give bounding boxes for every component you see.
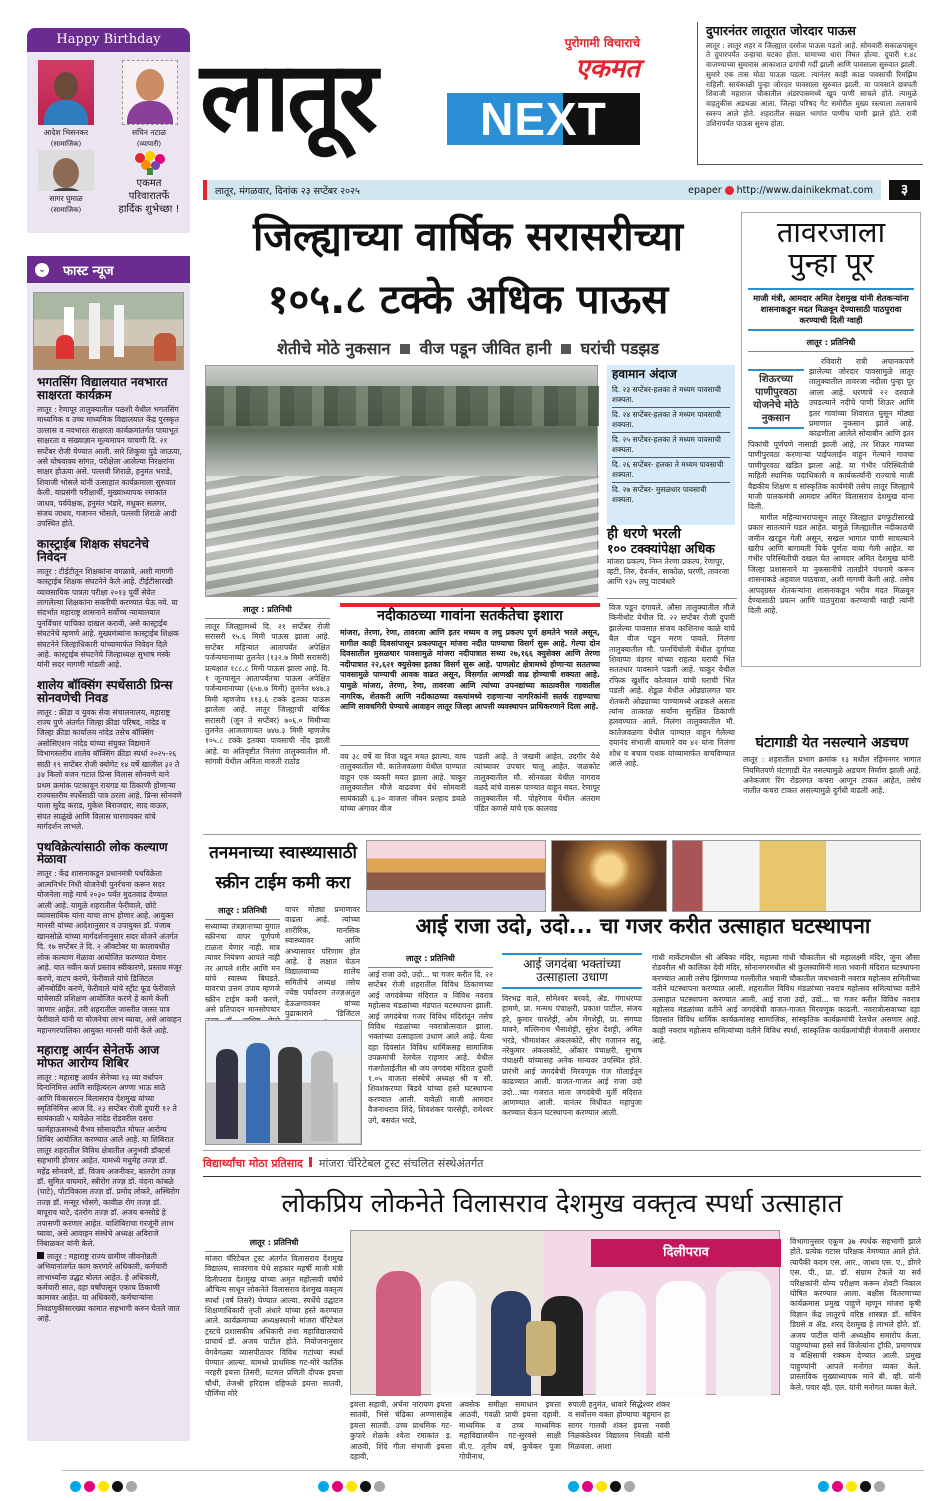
- ghantagadi-block: [743, 736, 921, 830]
- birthday-photo-1: [38, 60, 94, 125]
- fast-news-headline-2: कास्ट्राईब शिक्षक संघटनेचे निवेदन: [37, 536, 149, 564]
- date-bar: [203, 180, 881, 200]
- birthday-wish-2: परिवारातर्फे: [128, 191, 170, 202]
- navratri-col-1: आई राजा उदो, उदो... चा गजर करीत दि. २२ सप्टेंबर रोजी शहरातील विविध ठिकाणच्या आई जगदंबेच्या मंदिरात व विविध नवरात्र महोत्सव मंडळांच्या मंडपात घटस्थापना झाली. आई जगदंबेचा गजर विविध मंदिरांतून तसेच विविध मंडळांच्या नवरात्रोत्सवात झाला. भक्तांच्या उत्साहाला उधाण आले आहे. येत्या दहा दिवसांत विविध धार्मिकसह सामाजिक उपक्रमांची रेलचेल राहणार आहे. येथील गंजगोलाईतील श्री जय जगदंबा मंदिरात दुपारी १.०५ वाजता संस्थेचे अध्यक्ष श्री व सौ. शिवशंकरप्पा बिडवे यांच्या हस्ते घटस्थापना करण्यात आली. यावेळी माजी आमदार वैजनाथराव शिंदे, शिवशंकर पारसेट्टी, रामेश्वर उगे, बसवंत भरडे,: [368, 970, 493, 1125]
- fast-news-box: [27, 256, 190, 1441]
- navratri-deity-photo: [551, 840, 667, 912]
- grey-mark: [874, 1481, 885, 1492]
- cyan-mark: [318, 1481, 329, 1492]
- debate-banner-text: दिलीपराव: [663, 1245, 709, 1260]
- yellow-mark: [98, 1481, 109, 1492]
- fast-news-body-5: लातूर : महाराष्ट्र आर्यन सेनेच्या १३ व्या वर्धापन दिनानिमित्त आणि साहित्यरत्न अण्णा भाऊ साठे आणि विकासरत्न विलासराव देशमुख यांच्या स्मृतिनिमित्त आज दि. २३ सप्टेंबर रोजी दुपारी १२ ते सायंकाळी ५ यावेळेत नांदेड रोडवरील दसरा फार्महाऊसमध्ये वैभव सोसायटीत मोफत आरोग्य शिबिर आयोजित करण्यात आले आहे. या शिबिरात लातूर शहरातील विविध क्षेत्रातील अनुभवी डॉक्टर्स सहभागी होणार आहेत. यामध्ये मधुमेह तज्ज्ञ डॉ. महेंद्र सोनवणे, डॉ. विजय अजनीकर, बालरोग तज्ज्ञ डॉ. सुमित वाघमारे, स्त्रीरोग तज्ज्ञ डॉ. वंदना कांबळे (घाटे), पोटविकास तज्ज्ञ डॉ. प्रमोद लोकरे, अस्थिरोग तज्ज्ञ डॉ. मन्सूर भोसगे, कावीळ रोग तज्ज्ञ डॉ. बापूराव घाटे, दंतरोग तज्ज्ञ डॉ. अजय बनसोडे हे तपासणी करणार आहेत. याशिबिराचा गरजूंनी लाभ घ्यावा, असे आवाहन संस्थेचे अध्यक्ष अविराजे निंबाळकर यांनी केले.: [37, 1072, 180, 1249]
- masthead-brand-logo: एकमत: [575, 54, 640, 84]
- masthead-title: लातूर: [200, 41, 375, 153]
- epaper-label: epaper: [688, 184, 722, 196]
- lead-col-4: विज पडून दगावले. औसा तालुक्यातील मौजे किनीथोट येथील दि. २२ सप्टेंबर रोजी दुपारी झालेल्या पावसात संजय काशिनाथ काळे यांचे बैल वीज पडून मरण पावले. निलंगा तालुक्यातील मौ. पानचिंचोली येथील दुर्गाप्पा शिवाप्पा वंडगर यांच्या राहत्या घराची भिंत सततधार पावसाने पडली आहे. चाकूर येथील रफिक खुर्शीद कोतवाल यांची घराची भिंत पडली आहे. शेडूळ येथील ओढ्यालगत चार शेतकरी ओढ्याच्या पाण्यामध्ये अडकले असता त्यांना तात्काळ सर्वांना सुरक्षित ठिकाणी हलवण्यात आले. निलंगा तालुक्यातील मौ. कातेजवळगा येथील पाण्यात वाहून गेलेल्या दयानंद संभाजी वाघमारे वय ४२ यांना निलंगा शोध व बचाव पथक यांच्यामार्फत वाचविण्यात आले आहे.: [609, 603, 735, 769]
- debate-kicker-red: विद्यार्थ्यांचा मोठा प्रतिसाद: [203, 1157, 303, 1170]
- magenta-mark: [582, 1481, 593, 1492]
- epaper-url-link[interactable]: http://www.dainikekmat.com: [736, 184, 873, 196]
- masthead-next-logo: [447, 93, 640, 145]
- dams-body: मांजरा प्रकल्प, निम्न तेरणा प्रकल्प, रेणापूर, व्हटी, तिरु, देवर्जन, साकोळ, घरणी, तावरजा आणि १३५ लघु पाटबंधारे: [607, 556, 730, 587]
- black-mark: [360, 1481, 371, 1492]
- navratri-headline: आई राजा उदो, उदो... चा गजर करीत उत्साहात घटस्थापना: [415, 914, 871, 938]
- birthday-title: Happy Birthday: [27, 28, 190, 52]
- debate-banner: [591, 1239, 781, 1267]
- bullet-square-icon: [37, 1252, 44, 1259]
- weather-item: दि. २४ सप्टेंबर-हलका ते मध्यम पावसाची शक्यता.: [612, 408, 730, 433]
- lead-headline-2: १०५.८ टक्के अधिक पाऊस: [267, 277, 669, 323]
- weather-item: दि. २७ सप्टेंबर- मुसळधार पावसाची शक्यता.: [612, 484, 707, 504]
- tavarja-body-1: रविवारी रात्री अचानकपणे झालेल्या जोरदार पावसामुळे लातूर तालुक्यातील तावरजा नदीला पुन्हा पूर आला आहे. धरणाचे २२ दरवाजे उघडल्याने नदीचे पाणी शिऊर आणि इतर गावांच्या शिवारात घुसून मोठ्या प्रमाणात नुकसान झाले आहे. काढणीला आलेले सोयाबीन आणि इतर पिकांची पूर्णपणे नासाडी झाली आहे, तर शिऊर गावच्या पाणीपुरवठा करणाऱ्या पाईपलाईन वाहून गेल्याने गावचा पाणीपुरवठा खंडित झाला आहे. या गंभीर परिस्थितीची माहिती स्थानिक पदाधिकारी व कार्यकर्त्यांनी राज्याचे माजी वैद्यकीय शिक्षण व सांस्कृतिक कार्यमंत्री तसेच लातूर जिल्ह्याचे माजी पालकमंत्री आमदार अमित विलासराव देशमुख यांना दिली.: [748, 356, 914, 512]
- grey-mark: [624, 1481, 635, 1492]
- top-right-body: लातूर : लातूर शहर व जिल्ह्यात दररोज पाऊस पडतो आहे. सोमवारी सकाळपासून ते दुपारपर्यंत उन्हाचा चटका होता. घामाच्या धारा निघत होत्या. दुपारी १.४८ वाजण्याच्या सुमारास आकाशात ढगांची गर्दी झाली आणि पावसाला सुरुवात झाली. सुमारे एक तास मोठा पाऊस पडला. त्यानंतर काही काळ पावसाची रिमझिम राहिली. सायंकाळी पुन्हा जोरदार पावसाला सुरुवात झाली. या पावसाने छत्रपती शिवाजी महाराज चौकातील अंडरपासमध्ये खूप पाणी साचले होते. त्यामुळे वाहतुकीस अडथळा आला. जिल्हा परिषद गेट समोरील मुख्य रस्त्याला तलावाचे स्वरुप आले होते. शहरातील सखल भागांत पाणीच पाणी झाले होते. रात्री उशिरापर्यंत पाऊस सुरुच होता.: [706, 40, 917, 128]
- print-color-marks: [318, 1477, 388, 1496]
- print-color-marks: [70, 1477, 140, 1496]
- cyan-mark: [70, 1481, 81, 1492]
- birthday-wish: [107, 177, 191, 216]
- weather-item: दि. २५ सप्टेंबर-हलका ते मध्यम पावसाची शक्यता.: [612, 433, 730, 458]
- print-color-marks: [568, 1477, 638, 1496]
- footer-rule: [62, 1470, 924, 1471]
- debate-col-5: विभागानुसार एकूण ३७ स्पर्धक सहभागी झाले होते. प्रत्येक गटास परिक्षक नेमण्यात आले होते. त्यापैकी कदम एस. आर., जाधव एस. ए., डोंगरे एस. पी., प्रा. डॉ. संग्राम टेकले या सर्व परिक्षकांनी योग्य परीक्षण करून शेवटी निकाल घोषित करण्यात आला. बक्षीस वितरणाच्या कार्यक्रमास प्रमुख पाहुणे म्हणून मांजरा कृषी विज्ञान केंद्र लातूरचे वरिष्ठ शास्त्रज्ञ डॉ. सचिन डिग्रसे व ॲड. शरद देशमुख हे लाभले होते. डॉ. अजय पाटील यांनी अध्यक्षीय समारोप केला. पाहुण्यांच्या हस्ते सर्व विजेत्यांना ट्रॉफी, प्रमाणपत्र व बक्षिसाची रक्कम देण्यात आली. प्रमुख पाहुण्यांनी आपले मनोगत व्यक्त केले. प्रास्ताविक मुख्याध्यापक माने बी. व्ही. यांनी केले. पवार व्ही. एल. यांनी मनोगत व्यक्त केले.: [790, 1237, 921, 1392]
- yellow-mark: [596, 1481, 607, 1492]
- lead-col-3: पडली आहे. ते जखमी आहेत. उदगीर येथे त्यांच्यावर उपचार चालू आहेत. जळकोट तालुक्यातील मौ. सोनवळा येथील नागराव वळदे यांचे वासरू पाण्यात वाहून मयत. रेणापूर तालुक्यातील मौ. पोहरेगाव येथील अंतराम पंडित कणसे यांचे एक कालवड: [474, 752, 600, 814]
- debate-col-4: रुपाली हनुमंत, धावारे सिद्धेश्वर शंकर व सर्वोत्तम वक्ता होण्याचा बहुमान हा सागर गालवी शंकर इयत्ता नववी निळकंठेश्वर विद्यालय निवळी यांनी मिळवला. आशा: [568, 1400, 670, 1451]
- weather-title: हवामान अंदाज: [612, 367, 677, 381]
- birthday-name-2: सचिन नटाळ: [132, 128, 166, 137]
- magenta-mark: [332, 1481, 343, 1492]
- fast-news-body-1: लातूर : रेणापूर तालुक्यातील पळशी येथील भगतसिंग माध्यमिक व उच्च माध्यमिक विद्यालयात केंद्र पुरस्कृत उल्लास व नवभारत साक्षरता कार्यक्रमांतर्गत पायाभूत साक्षरता व संख्याज्ञान मूल्यमापन चाचणी दि. २१ सप्टेंबर रोजी घेण्यात आली. सारे शिकूया पुढे जाऊया, असे घोषवाक्य सांगत, परीक्षेला आलेल्या निरक्षरांना साक्षर होऊया असे. पल्लवी शिराळे, हनुमंत भराडे, शिवाजी भोसले यांनी उत्साहात कार्यक्रमाला सुरुवात केली. याप्रसंगी परीक्षार्थी, मुख्याध्यापक रमाकांत जाधव, पर्यवेक्षक, हनुमंत भंडारे, मधुकर सलगर, संजय जाधव, गजानन भोसले, पल्लवी शिराळे आदी उपस्थित होते.: [37, 404, 182, 529]
- black-mark: [112, 1481, 123, 1492]
- alert-block: [340, 609, 600, 746]
- screen-time-headline-1: तनमनाच्या स्वास्थ्यासाठी: [209, 843, 357, 863]
- lead-headline-1: जिल्ह्याच्या वार्षिक सरासरीच्या: [252, 214, 684, 260]
- navratri-col-3: गांधी मार्केटमधील श्री अंबिका मंदिर, महात्मा गांधी चौकातील श्री महालक्ष्मी मंदिर, जुना औसा रोडवरील श्री कालिका देवी मंदिर, सोनानगरमधील श्री कुलस्वामिनी माता भवानी मंदिरात घटस्थापना करण्यात आली तसेच झिंगणप्पा गल्लीतील भवानी चौकातील जयभवानी नवरात्र महोत्सव समितीच्या वतीने घटस्थापना करण्यात आली. शहरातील विविध मंडळांच्या नवरात्र महोत्सव समित्यांच्या वतीने उत्साहात घटस्थापना करण्यात आली. आई राजा उदो, उदो... चा गजर करीत विविध नवरात्र महोत्सव मंडळांच्या वतीने आई जगदंबेची वाजत-गाजत मिरवणूक काढली. नवरात्रोत्सवाच्या दहा दिवसांत विविध धार्मिक कार्यक्रमांसह सामाजिक, सांस्कृतिक कार्यक्रमांची रेलचेल असणार आहे. काही नवरात्र महोत्सव समित्यांच्या वतीने विविध स्पर्धा, सांस्कृतिक कार्यक्रमांचीही मेजवानी असणार आहे.: [652, 953, 920, 1046]
- epaper-logo-icon: [725, 186, 734, 195]
- fast-news-body-2: लातूर : टीईटीतून शिक्षकांना वगळावे, अशी मागणी कास्ट्राईब शिक्षक संघटनेने केले आहे. टीईटीसारखी व्यावसायिक पात्रता परीक्षा २०१३ पूर्वी सेवेत लागलेल्या शिक्षकांना सक्तीची करण्यात येऊ नये. या संदर्भात महाराष्ट्र शासनाने सर्वोच्च न्यायालयात पुनर्विचार याचिका दाखल करावी, असे कास्ट्राईब संघटनेचे म्हणणे आहे. मुख्यमंत्र्यांना कास्ट्राईब शिक्षक संघटनेने जिल्हाधिकारी यांच्यामार्फत निवेदन दिले आहे. कास्ट्राईब संघटनेचे जिल्हाध्यक्ष सुभाष मस्के यांनी सदर मागणी मांडली आहे.: [37, 566, 179, 670]
- dams-headline-2: १०० टक्क्यांपेक्षा अधिक: [607, 541, 715, 557]
- page-number: ३: [889, 180, 920, 200]
- weather-item: दि. २६ सप्टेंबर- हलका ते मध्यम पावसाची शक्यता.: [612, 458, 730, 483]
- birthday-photo-2: [122, 60, 178, 125]
- screen-time-col-1: सध्याच्या तंत्रज्ञानाच्या युगात स्क्रीनचा वापर पूर्णपणे टाळता येणार नाही. मात्र त्यावर नियंत्रण आपले नाही तर आपले शरीर आणि मन यांचे स्वास्थ्य बिघडते. यावरचा उत्तम उपाय म्हणजे स्क्रीन टाईम कमी करणे, असे प्रतिपादन मानसोपचार: [205, 922, 280, 1015]
- masthead-next-text: NEXT: [480, 93, 607, 145]
- yellow-mark: [846, 1481, 857, 1492]
- magenta-mark: [84, 1481, 95, 1492]
- square-bullet-icon: [561, 344, 571, 354]
- tavarja-headline-2: पुन्हा पूर: [788, 246, 874, 281]
- tavarja-headline-1: तावरजाला: [776, 215, 886, 249]
- navratri-col-2: विरभद्र वाले, सोमेश्वर बरवदे, ॲड. गंगाधरप्पा हामणे, प्रा. मन्मथ पंचाक्षरी, प्रकाश पाटील, संजय हरे, कुमार पारशेट्टी, ओम मेंगशेट्टी, प्रा. संगप्पा यावने, मल्लिनाथ भैसाशेट्टी, सुरेश देशट्टी, अमित भरडे, भीमाशंकर अंकलकोटे, सीए गजानन सदू, नरेकुमार अंकलकोटे, ओंकार पंचाक्षरी, सुभाष पंचाक्षरी यांच्यासह अनेक मान्यवर उपस्थित होते. प्रारंभी आई जगदंबेची मिरवणूक गंज गोलाईतून काढण्यात आली. वाजत-गाजत आई राजा उदो उदो...च्या गजरात माता जगदंबेची मुर्ती मंदिरात आणण्यात आली. यानंतर विधीवत महापुजा करण्यात येऊन घटस्थापना करण्यात आली.: [502, 993, 642, 1118]
- debate-kicker: [203, 1157, 921, 1177]
- fast-news-body-6: [37, 1252, 182, 1325]
- fast-news-headline-4: पथविक्रेत्यांसाठी लोक कल्याण मेळावा: [37, 839, 168, 867]
- top-right-headline: दुपारनंतर लातूरात जोरदार पाऊस: [706, 23, 856, 38]
- screen-time-col-2: वापर मोठ्या प्रमाणावर वाढला आहे. त्यांच्या शारीरिक, मानसिक स्वास्थ्यावर आणि अभ्यासावर परिणाम होत आहे. हे लक्षात घेऊन विद्यालयाच्या शालेय समितीचे अध्यक्ष तसेच ज्येष्ठ पर्यावरण तज्ज्ञअतुल देऊळगावकर यांच्या पुढाकाराने 'डिजिटल: [285, 905, 360, 1019]
- grey-mark: [374, 1481, 385, 1492]
- alert-red-rule: [340, 603, 600, 607]
- weather-item: दि. २३ सप्टेंबर-हलका ते मध्यम पावसाची शक्यता.: [612, 383, 730, 408]
- alert-headline: नदीकाठच्या गावांना सतर्कतेचा इशारा: [377, 608, 563, 624]
- birthday-role-2: (व्यापारी): [136, 140, 162, 148]
- masthead-tagline: पुरोगामी विचाराचे: [564, 36, 640, 50]
- dams-headline-1: ही धरणे भरली: [607, 526, 681, 542]
- dateline-text: लातूर, मंगळवार, दिनांक २३ सप्टेंबर २०२५: [215, 185, 360, 197]
- chevron-down-icon: ⌄: [35, 263, 49, 277]
- debate-col-1: मांजरा चॅरिटेबल ट्रस्ट अंतर्गत विलासराव देशमुख विद्यालय, सावरगाव येथे सहकार महर्षी माजी मंत्री दिलीपराव देशमुख यांच्या अमृत महोत्सवी वर्षाचे औचित्य साधून लोकनेते विलासराव देशमुख वक्तृत्व स्पर्धा (वर्ष तिसरे) घेण्यात आल्या. स्पर्धेचे उद्घाटन शिक्षणाधिकारी तृप्ती अंधारे यांच्या हस्ते करण्यात आले. कार्यक्रमाच्या अध्यक्षस्थानी मांजरा चॅरिटेबल ट्रस्टचे प्रशासकीय अधिकारी तथा महाविद्यालयाचे प्राचार्य डॉ. अजय पाटील होते. नियोजनानुसार वेगवेगळ्या व्यासपीठावर विविध गटांच्या स्पर्धा घेण्यात आल्या. यामध्ये प्राथमिक गट-मोरे कार्तिक नरहरी इयत्ता तिसरी, घटमल प्रणिती दीपक इयत्ता चौथी, तेजश्री हरिदास दहिफळे इयत्ता सातवी, पौर्णिमा मोरे: [205, 1254, 343, 1399]
- section-divider: [203, 834, 921, 835]
- lead-byline: लातूर : प्रतिनिधी: [205, 604, 330, 619]
- fast-news-headline-1: भगतसिंग विद्यालयात नवभारत साक्षरता कार्यक्रम: [37, 375, 168, 402]
- fast-news-photo: [33, 292, 184, 370]
- ghantagadi-body: लातूर : शहरातील प्रभाग क्रमांक १३ मधील रहिमनगर भागात नियमितपणे घंटागाडी येत नसल्यामुळे अडचण निर्माण झाली आहे. अनेकजण रिंग रोडलगत कचरा आणून टाकत आहेत, तसेच नालीत कचरा टाकत असल्यामुळे दुर्गंधी वाढली आहे.: [743, 755, 921, 796]
- lead-subheads: [203, 336, 733, 362]
- debate-kicker-grey: मांजरा चॅरिटेबल ट्रस्ट संचलित संस्थेअंतर्गत: [318, 1157, 484, 1170]
- tavarja-byline: लातूर : प्रतिनिधी: [748, 337, 914, 352]
- screen-time-event-photo: [205, 1020, 362, 1145]
- square-bullet-icon: [400, 344, 410, 354]
- tavarja-story-box: [741, 212, 921, 667]
- navratri-temple-photo: [672, 840, 921, 912]
- navratri-col-2-block: [502, 953, 642, 1145]
- fast-news-headline-3: शालेय बॉक्सिंग स्पर्धेसाठी प्रिन्स सोनवणेची निवड: [37, 677, 173, 705]
- lead-subhead-2: वीज पडून जीवित हानी: [419, 339, 552, 358]
- tavarja-body-2: मागील महिन्याभरापासून लातूर जिल्ह्यात ढगफुटीसारखे प्रकार सातत्याने घडत आहेत. यामुळे जिल्ह्यातील नदीकाठची जमीन खरडून गेली असून, सखल भागात पाणी साचल्याने खरीप आणि बागायती पिके पूर्णतः वाया गेली आहेत. या गंभीर परिस्थितीची दखल घेत आमदार अमित देशमुख यांनी जिल्हा प्रशासनाने या नुकसानीचे तातडीने पंचनामे करून शासनाकडे अहवाल पाठवावा, अशी मागणी केली आहे. तसेच आपद्ग्रस्त शेतकऱ्यांना शासनाकडून भरीव मदत मिळवून देण्यासाठी प्रयत्न आणि पाठपुरावा करण्याची ग्वाही त्यांनी दिली आहे.: [748, 512, 914, 616]
- fast-news-body-3: लातूर : क्रीडा व युवक सेवा संचालनालय, महाराष्ट्र राज्य पुणे अंतर्गत जिल्हा क्रीडा परिषद, नांदेड व जिल्हा क्रीडा कार्यालय नांदेड तसेच बॉक्सिंग असोसिएशन नांदेड यांच्या संयुक्त विद्यमाने विभागस्तरीय शालेय बॉक्सिंग क्रीडा स्पर्धा २०२५-२६ साठी १९ सप्टेंबर रोजी क्योगेट १४ वर्षे खालील ३२ ते ३४ किलो वजन गटात प्रिन्स विलास सोनवणे याने प्रथम क्रमांक पटकावून रायगड या ठिकाणी होणाऱ्या राज्यस्तरीय स्पर्धेसाठी पात्र ठरला आहे. प्रिन्स सोनवणे याला सुरेंद्र कराड, मुकेश बिराजदार, साद वाऊरु, संपत साळुंखे आणि विलास घारगावकर यांचे मार्गदर्शन लाभले.: [37, 707, 182, 832]
- lead-subhead-3: घरांची पडझड: [580, 339, 660, 358]
- lead-col-1: लातूर जिल्ह्यामध्ये दि. २१ सप्टेंबर रोजी सरासरी १५.६ मिमी पाऊस झाला आहे. सप्टेंबर महिन्यात आतापर्यंत अपेक्षित पर्जन्यमानाच्या तुलनेत (१३२.७ मिमी सरासरी) प्रत्यक्षात १८८.८ मिमी पाऊस झाला आहे. दि. १ जूनपासून आतापर्यंतचा पाऊस अपेक्षित पर्जन्यमानाच्या (६५७.७ मिमी) तुलनेत ७४७.३ मिमी म्हणजेच ११३.६ टक्के इतका पाऊस झालेला आहे. लातूर जिल्ह्याची वार्षिक सरासरी (जून ते सप्टेंबर) ७०६.० मिमीच्या तुलनेत आजतागायत ७४७.३ मिमी म्हणजेच १०५.८ टक्के इतक्या पावसाची नोंद झाली आहे. या अतिवृष्टीत निलंगा तालुक्यातील मौ. सांगवी येथील अनिता मारुती राठोड: [205, 622, 330, 767]
- black-mark: [860, 1481, 871, 1492]
- lead-col-2: वय ३८ वर्षे या विज पडून मयत झाल्या. याच तालुक्यातील मौ. कातेजवळगा येथील पाण्यात वाहून एक व्यक्ती मयत झाला आहे. चाकूर तालुक्यातील मौजे वाढवणा येथे सोमवारी सायंकाळी ६.३० वाजता जीवन प्रल्हाद डवळे यांच्या अंगावर वीज: [340, 752, 466, 814]
- birthday-box-bottom: [27, 178, 190, 233]
- print-color-marks: [818, 1477, 888, 1496]
- fast-news-body-4: लातूर : केंद्र शासनाकडून प्रधानमंत्री पथविक्रेता आत्मनिर्भर निधी योजनेची पुनर्रचना करून सदर योजनेला माहे मार्च २०३० पर्यंत मुदतवाढ देण्यात आली आहे. यामुळे शहरातील फेरीवाले, छोटे व्यावसायिक यांना याचा लाभ होणार आहे. आयुक्त मानसी यांच्या आदेशानुसार व उपायुक्त डॉ. पंजाब खानसोळे यांच्या मार्गदर्शनानुसार सदर योजने अंतर्गत दि. १७ सप्टेंबर ते दि. २ ऑक्टोबर या कालावधीत लोक कल्याण मेळावा आयोजित करण्यात येणार आहे. यात नवीन कर्ज प्रस्ताव स्वीकारणे, प्रस्ताव मंजूर करणे, वाटप करणे, फेरीवाले यांचे डिजिटल ऑनबोर्डिंग करणे, फेरीवाले यांचे स्ट्रीट फूड फेरीवाले यांचेसाठी प्रशिक्षण आयोजित करणे हे कामे केली जाणार आहेत. तरी शहरातील जास्तीत जास्त पात्र फेरीवाले यांनी या योजनेचा लाभ घ्यावा, असे आवाहन महानगरपालिका आयुक्त मानसी यांनी केले आहे.: [37, 869, 182, 1035]
- screen-time-headline-block: [203, 838, 363, 902]
- lead-subhead-1: शेतीचे मोठे नुकसान: [276, 339, 391, 358]
- top-right-news-box: [697, 22, 923, 165]
- magenta-mark: [832, 1481, 843, 1492]
- screen-time-byline: लातूर : प्रतिनिधी: [205, 905, 280, 920]
- navratri-subhead: आई जगदंबा भक्तांच्या उत्साहाला उधाण: [502, 953, 642, 989]
- birthday-role-3: (सामाजिक): [50, 206, 82, 214]
- cyan-mark: [568, 1481, 579, 1492]
- ghantagadi-headline: घंटागाडी येत नसल्याने अडचण: [755, 735, 909, 751]
- screen-time-headline-2: स्क्रीन टाईम कमी करा: [215, 873, 351, 893]
- birthday-name-3: सागर घुमाळ: [49, 194, 83, 203]
- fast-news-headline-5: महाराष्ट्र आर्यन सेनेतर्फे आज मोफत आरोग्य शिबिर: [37, 1042, 160, 1070]
- tavarja-pullquote: शिऊरच्या पाणीपुरवठा योजनेचे मोठे नुकसान: [748, 369, 804, 429]
- debate-byline: लातूर : प्रतिनिधी: [205, 1237, 343, 1252]
- yellow-mark: [346, 1481, 357, 1492]
- fast-news-last-body: लातूर : महाराष्ट्र राज्य ग्रामीण जीवनोन्नती अभियानांतर्गत काम करणारे अधिकारी, कर्मचारी लाभार्थ्यांना उद्धट बोलत आहेत. हे अधिकारी, कर्मचारी सात, दहा वर्षांपासून एकाच ठिकाणी कामावर आहेत. या अधिकारी, कर्मचाऱ्यांना निवडणुकीसारख्या कामात सहभागी करुन घेतले जात आहे.: [37, 1251, 180, 1324]
- birthday-name-1: आदेश भिसनकर: [43, 128, 89, 137]
- kicker-bar-icon: [309, 1157, 312, 1167]
- black-mark: [610, 1481, 621, 1492]
- debate-col-2: इयत्ता सहावी, अर्चना नारायण इयत्ता सातवी, भिसे चंद्रिका अण्णासाहेब इयत्ता सातवी. उच्च प्राथमिक गट-कुपारे शेळके श्वेता रमाकांत इ. आठवी, शिंदे गीता संभाजी इयत्ता दहावी,: [350, 1400, 452, 1462]
- flower-bouquet-icon: [133, 151, 167, 175]
- weather-forecast-box: [607, 365, 735, 525]
- debate-award-photo: [350, 1230, 780, 1395]
- section-divider: [203, 1150, 921, 1151]
- fast-news-title: फास्ट न्यूज: [63, 263, 114, 279]
- lead-headline-block: [203, 210, 733, 362]
- tavarja-body: [748, 357, 914, 637]
- cyan-mark: [818, 1481, 829, 1492]
- birthday-wish-3: हार्दिक शुभेच्छा !: [118, 204, 180, 215]
- navratri-crowd-photo: [366, 840, 546, 912]
- flooded-river-photo: [205, 365, 598, 597]
- fast-news-header: [27, 256, 190, 283]
- tavarja-deck: माजी मंत्री, आमदार अमित देशमुख यांनी शेतकऱ्यांना शासनाकडून मदत मिळवून देण्यासाठी पाठपुरावा करण्याची दिली ग्वाही: [748, 288, 914, 331]
- dams-block: [607, 527, 737, 599]
- alert-body: मांजरा, तेरणा, रेणा, तावरजा आणि इतर मध्यम व लघु प्रकल्प पूर्ण क्षमतेने भरले असून, मागील काही दिवसांपासून प्रकल्पातून मांजरा नदीत पाण्याचा विसर्ग सुरू आहे. गेल्या दोन दिवसातील मुसळधार पावसामुळे मांजरा नदीपात्रात सध्या २७,१६६ क्युसेक्स आणि तेरणा नदीपात्रात २२,६२१ क्युसेक्स इतका विसर्ग सुरू आहे. पाणलोट क्षेत्रामध्ये होणाऱ्या सततच्या पावसामुळे पाण्याची आवक वाढत असून, विसर्गात आणखी वाढ होण्याची शक्यता आहे. यामुळे मांजरा, तेरणा, रेणा, तावरजा आणि त्यांच्या उपनद्यांच्या काठावरील गावातील नागरिक, शेतकरी आणि नदीकाठच्या वस्त्यांमध्ये राहणाऱ्या नागरिकांनी सतर्क राहण्याचा आणि सावधगिरी घेण्याचे आवाहन लातूर जिल्हा आपत्ती व्यवस्थापन प्राधिकरणाने दिला आहे.: [340, 628, 600, 712]
- debate-col-3: अवसेक समीक्षा समाधान इयत्ता आठवी, गवळी प्राची इयत्ता दहावी. माध्यमिक व उच्च माध्यमिक महाविद्यालयीन गट-सुरवसे साक्षी बी.ए. तृतीय वर्ष, कुचेकर पूजा गोपीनाथ,: [459, 1400, 561, 1462]
- debate-headline: लोकप्रिय लोकनेते विलासराव देशमुख वक्तृत्व स्पर्धा उत्साहात: [281, 1189, 843, 1219]
- navratri-byline: लातूर : प्रतिनिधी: [368, 953, 493, 968]
- birthday-wish-1: एकमत: [136, 178, 162, 189]
- birthday-role-1: (सामाजिक): [50, 140, 82, 148]
- grey-mark: [126, 1481, 137, 1492]
- birthday-box: [27, 28, 190, 191]
